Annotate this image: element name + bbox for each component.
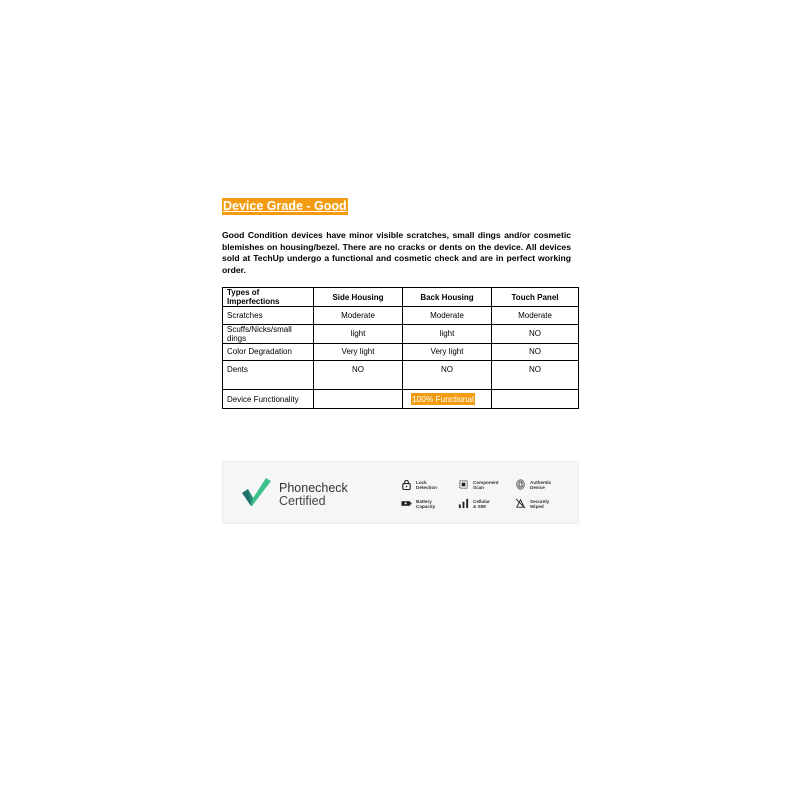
feature-cellular-sim [458,498,503,509]
chip-icon [458,479,469,490]
table-row [223,307,579,325]
row-label: Scuffs/Nicks/small dings [223,324,314,343]
signal-icon [458,498,469,509]
grade-description: Good Condition devices have minor visible scratches, small dings and/or cosmetic blemishes on housing/bezel. There are no cracks or dents on the device. All devices sold at TechUp undergo a functional and cosmetic check and are in perfect working order. [222,230,571,275]
feature-lock-detection [401,479,446,490]
cell-back: Very light [403,343,492,361]
table-row-functionality [223,390,579,409]
cell-touch: NO [492,324,579,343]
feature-label-l1: Securely [530,498,550,504]
cell-back: Moderate [403,307,492,325]
cell-back [403,390,492,409]
table-row [223,343,579,361]
row-label: Device Functionality [223,390,314,409]
feature-securely-wiped [515,498,560,509]
row-label: Dents [223,361,314,390]
fingerprint-icon [515,479,526,490]
functional-badge: 100% Functional [412,394,474,404]
feature-component-scan [458,479,503,490]
feature-label-l1: Lock [416,479,427,485]
lock-icon [401,479,412,490]
cell-side: light [314,324,403,343]
cell-touch [492,390,579,409]
grade-title: Device Grade - Good [223,199,347,213]
feature-label-l1: Component [473,479,499,485]
feature-label-l2: Detection [416,484,437,490]
feature-battery-capacity [401,498,446,509]
header-back-housing: Back Housing [403,288,492,307]
cell-back: NO [403,361,492,390]
battery-icon [401,498,412,509]
row-label: Scratches [223,307,314,325]
feature-label-l2: Scan [473,484,484,490]
phonecheck-banner [222,461,579,524]
cell-touch: NO [492,343,579,361]
brand-line1: Phonecheck [279,481,348,495]
table-row [223,324,579,343]
brand-line2: Certified [279,494,326,508]
checkmark-logo-icon [240,476,272,508]
cell-touch: Moderate [492,307,579,325]
row-label: Color Degradation [223,343,314,361]
cell-side: NO [314,361,403,390]
feature-label-l2: Wiped [530,503,544,509]
header-types: Types of Imperfections [223,288,314,307]
feature-label-l1: Battery [416,498,432,504]
table-row [223,361,579,390]
feature-authentic-device [515,479,560,490]
cell-side: Very light [314,343,403,361]
cell-back: light [403,324,492,343]
feature-label-l1: Cellular [473,498,490,504]
wipe-icon [515,498,526,509]
table-header-row [223,288,579,307]
cell-side [314,390,403,409]
feature-label-l2: Device [530,484,545,490]
feature-label-l1: Authentic [530,479,552,485]
brand-name [279,482,348,508]
header-touch-panel: Touch Panel [492,288,579,307]
header-side-housing: Side Housing [314,288,403,307]
feature-label-l2: & SIM [473,503,486,509]
feature-label-l2: Capacity [416,503,436,509]
cell-side: Moderate [314,307,403,325]
cell-touch: NO [492,361,579,390]
imperfections-table [222,287,579,409]
